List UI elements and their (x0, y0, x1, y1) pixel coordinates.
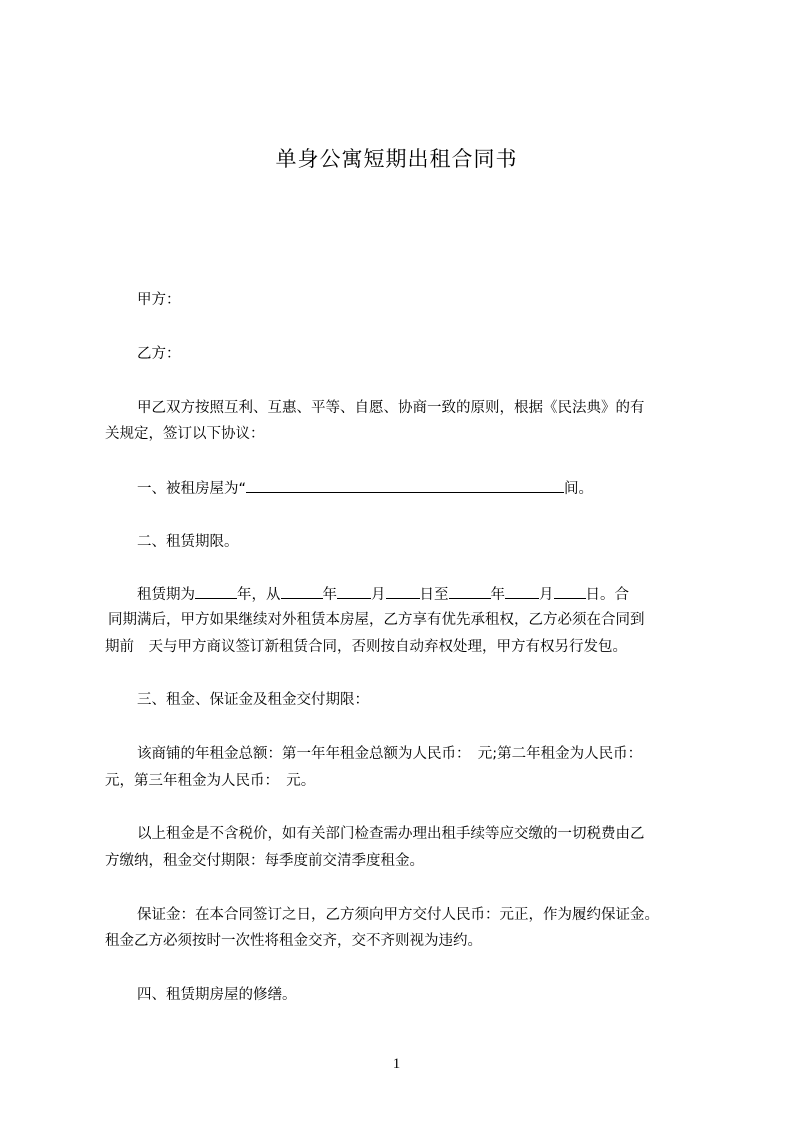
section-1-suffix: 间。 (564, 481, 594, 497)
party-b-label: 乙方： (137, 346, 181, 362)
party-a-label: 甲方： (137, 292, 181, 308)
intro-line-2: 关规定，签订以下协议： (105, 426, 265, 442)
start-year-label: 年 (322, 587, 337, 603)
start-month-blank (337, 584, 371, 599)
section-3-p1-line-1: 该商铺的年租金总额：第一年年租金总额为人民币： 元;第二年租金为人民币： (137, 746, 643, 762)
start-day-label: 日至 (419, 587, 449, 603)
section-1-text: 一、被租房屋为“ (137, 481, 247, 497)
page-number: 1 (392, 1056, 401, 1072)
section-3-p3-line-2: 租金乙方必须按时一次性将租金交齐，交不齐则视为违约。 (105, 933, 482, 949)
section-2-line-2: 同期满后，甲方如果继续对外租赁本房屋，乙方享有优先承租权，乙方必须在合同到 (108, 612, 645, 628)
section-2-line-3: 期前 天与甲方商议签订新租赁合同，否则按自动弃权处理，甲方有权另行发包。 (105, 639, 627, 655)
start-month-label: 月 (371, 587, 386, 603)
section-3-p3-line-1: 保证金：在本合同签订之日，乙方须向甲方交付人民币：元正，作为履约保证金。 (137, 907, 659, 923)
section-2-heading: 二、租赁期限。 (137, 534, 239, 550)
intro-line-1: 甲乙双方按照互利、互惠、平等、自愿、协商一致的原则，根据《民法典》的有 (137, 400, 645, 416)
section-1-line (137, 478, 593, 499)
section-2-line-1 (137, 584, 629, 605)
start-day-blank (386, 584, 420, 599)
end-month-label: 月 (539, 587, 554, 603)
section-4-heading: 四、租赁期房屋的修缮。 (137, 987, 297, 1003)
end-month-blank (505, 584, 539, 599)
years-blank (195, 584, 237, 599)
section-3-p1-line-2: 元，第三年租金为人民币： 元。 (105, 773, 316, 789)
section-3-heading: 三、租金、保证金及租金交付期限： (137, 692, 369, 708)
end-year-label: 年 (490, 587, 505, 603)
start-year-blank (281, 584, 323, 599)
section-3-p2-line-1: 以上租金是不含税价，如有关部门检查需办理出租手续等应交缴的一切税费由乙 (137, 826, 645, 842)
end-day-blank (554, 584, 586, 599)
from-label: 年，从 (237, 587, 281, 603)
end-year-blank (449, 584, 491, 599)
end-day-label: 日。合 (585, 587, 629, 603)
room-blank (246, 478, 564, 493)
section-3-p2-line-2: 方缴纳，租金交付期限：每季度前交清季度租金。 (105, 853, 424, 869)
lease-term-label: 租赁期为 (137, 587, 195, 603)
document-title: 单身公寓短期出租合同书 (275, 147, 518, 171)
